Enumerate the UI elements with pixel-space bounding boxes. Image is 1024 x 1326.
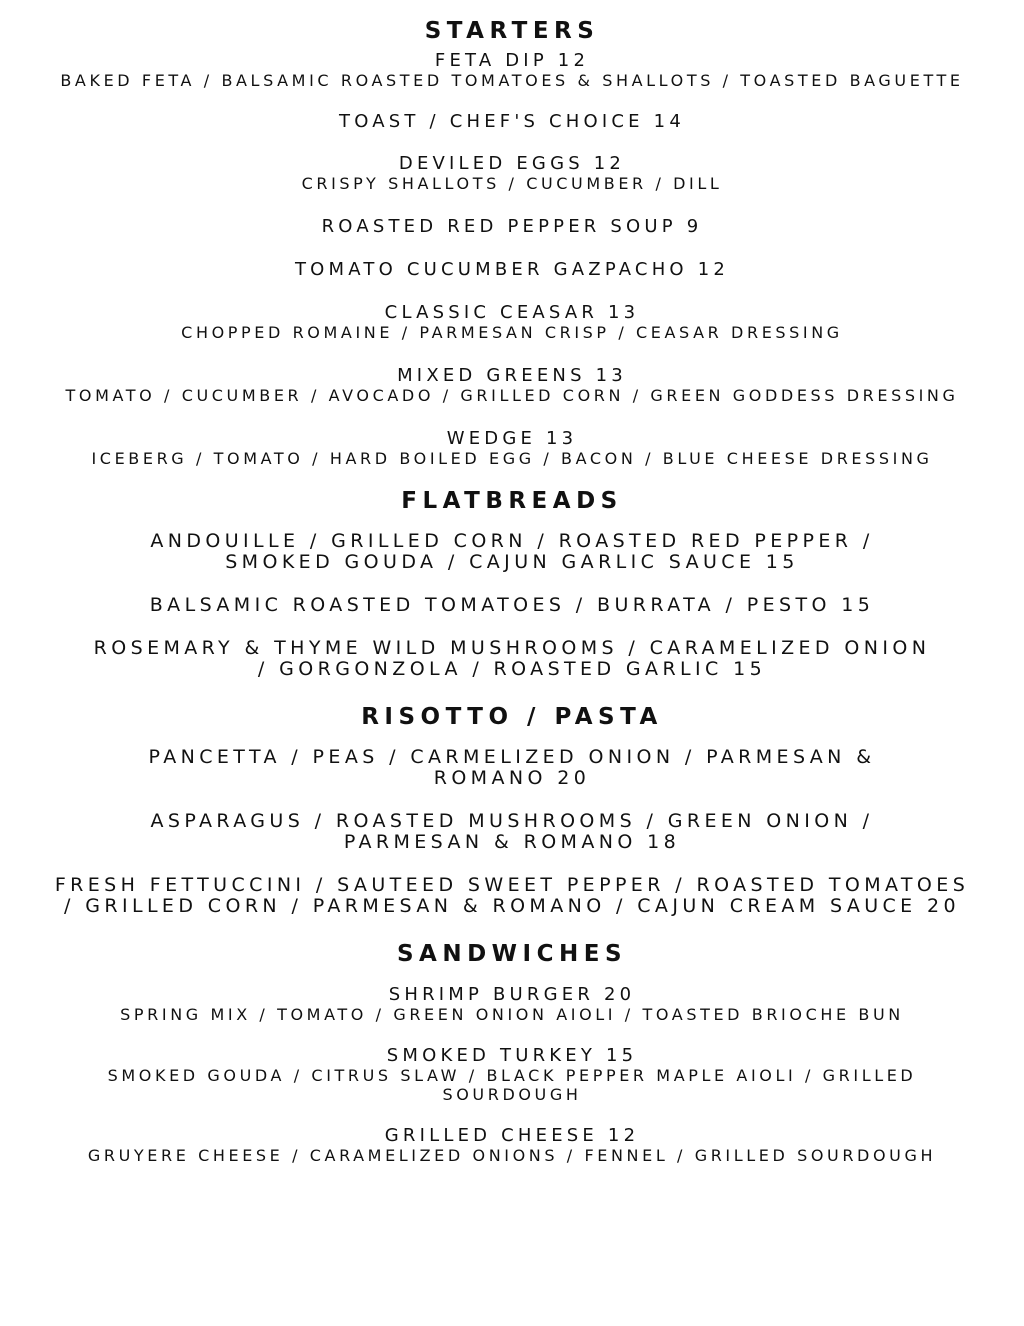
menu-item-shrimp-burger — [0, 984, 1024, 1024]
menu-item-flatbread-mushroom: ROSEMARY & THYME WILD MUSHROOMS / CARAMELIZED ONION / GORGONZOLA / ROASTED GARLIC 15 — [93, 637, 931, 680]
item-description: ICEBERG / TOMATO / HARD BOILED EGG / BACON / BLUE CHEESE DRESSING — [91, 449, 933, 468]
item-name: FETA DIP 12 — [434, 50, 590, 71]
item-name: TOMATO CUCUMBER GAZPACHO 12 — [294, 259, 730, 280]
section-starters — [0, 18, 1024, 468]
item-name: SHRIMP BURGER 20 — [388, 984, 636, 1005]
item-description: CRISPY SHALLOTS / CUCUMBER / DILL — [301, 174, 723, 193]
item-name: CLASSIC CEASAR 13 — [384, 302, 640, 323]
menu-item-grilled-cheese — [0, 1125, 1024, 1165]
section-title-sandwiches: SANDWICHES — [396, 941, 628, 967]
menu-item-toast — [0, 111, 1024, 132]
menu-item-gazpacho — [0, 259, 1024, 280]
section-risotto-pasta — [0, 704, 1024, 917]
section-flatbreads — [0, 488, 1024, 680]
item-description: GRUYERE CHEESE / CARAMELIZED ONIONS / FENNEL / GRILLED SOURDOUGH — [87, 1146, 937, 1165]
menu-item-wedge — [0, 428, 1024, 468]
section-title-starters: STARTERS — [424, 18, 600, 44]
item-name: WEDGE 13 — [446, 428, 578, 449]
menu-item-pasta-pancetta: PANCETTA / PEAS / CARMELIZED ONION / PARMESAN & ROMANO 20 — [148, 746, 876, 789]
menu-item-deviled-eggs — [0, 153, 1024, 193]
item-description: CHOPPED ROMAINE / PARMESAN CRISP / CEASAR DRESSING — [181, 323, 843, 342]
item-name: ROASTED RED PEPPER SOUP 9 — [321, 216, 703, 237]
section-sandwiches — [0, 941, 1024, 1165]
item-description: BAKED FETA / BALSAMIC ROASTED TOMATOES & SHALLOTS / TOASTED BAGUETTE — [60, 71, 964, 90]
section-title-risotto-pasta: RISOTTO / PASTA — [361, 704, 663, 730]
menu-item-pasta-asparagus: ASPARAGUS / ROASTED MUSHROOMS / GREEN ONION / PARMESAN & ROMANO 18 — [150, 810, 874, 853]
item-name: TOAST / CHEF'S CHOICE 14 — [339, 111, 685, 132]
item-description: SPRING MIX / TOMATO / GREEN ONION AIOLI / TOASTED BRIOCHE BUN — [120, 1005, 904, 1024]
section-title-flatbreads: FLATBREADS — [401, 488, 623, 514]
menu-item-pasta-fettuccini: FRESH FETTUCCINI / SAUTEED SWEET PEPPER / ROASTED TOMATOES / GRILLED CORN / PARMESAN & ROMANO / CAJUN CREAM SAUCE 20 — [54, 874, 970, 917]
item-name: DEVILED EGGS 12 — [398, 153, 626, 174]
menu-item-red-pepper-soup — [0, 216, 1024, 237]
menu-item-feta-dip — [0, 50, 1024, 90]
menu-item-mixed-greens — [0, 365, 1024, 405]
item-name: GRILLED CHEESE 12 — [384, 1125, 640, 1146]
menu-item-classic-ceasar — [0, 302, 1024, 342]
item-name: SMOKED TURKEY 15 — [386, 1045, 638, 1066]
menu-item-smoked-turkey — [0, 1045, 1024, 1104]
item-name: MIXED GREENS 13 — [397, 365, 627, 386]
item-description: TOMATO / CUCUMBER / AVOCADO / GRILLED CORN / GREEN GODDESS DRESSING — [65, 386, 959, 405]
item-description: SMOKED GOUDA / CITRUS SLAW / BLACK PEPPER MAPLE AIOLI / GRILLED SOURDOUGH — [107, 1066, 917, 1104]
menu-item-flatbread-andouille: ANDOUILLE / GRILLED CORN / ROASTED RED PEPPER / SMOKED GOUDA / CAJUN GARLIC SAUCE 15 — [150, 530, 874, 573]
menu-item-flatbread-balsamic: BALSAMIC ROASTED TOMATOES / BURRATA / PESTO 15 — [149, 594, 875, 616]
